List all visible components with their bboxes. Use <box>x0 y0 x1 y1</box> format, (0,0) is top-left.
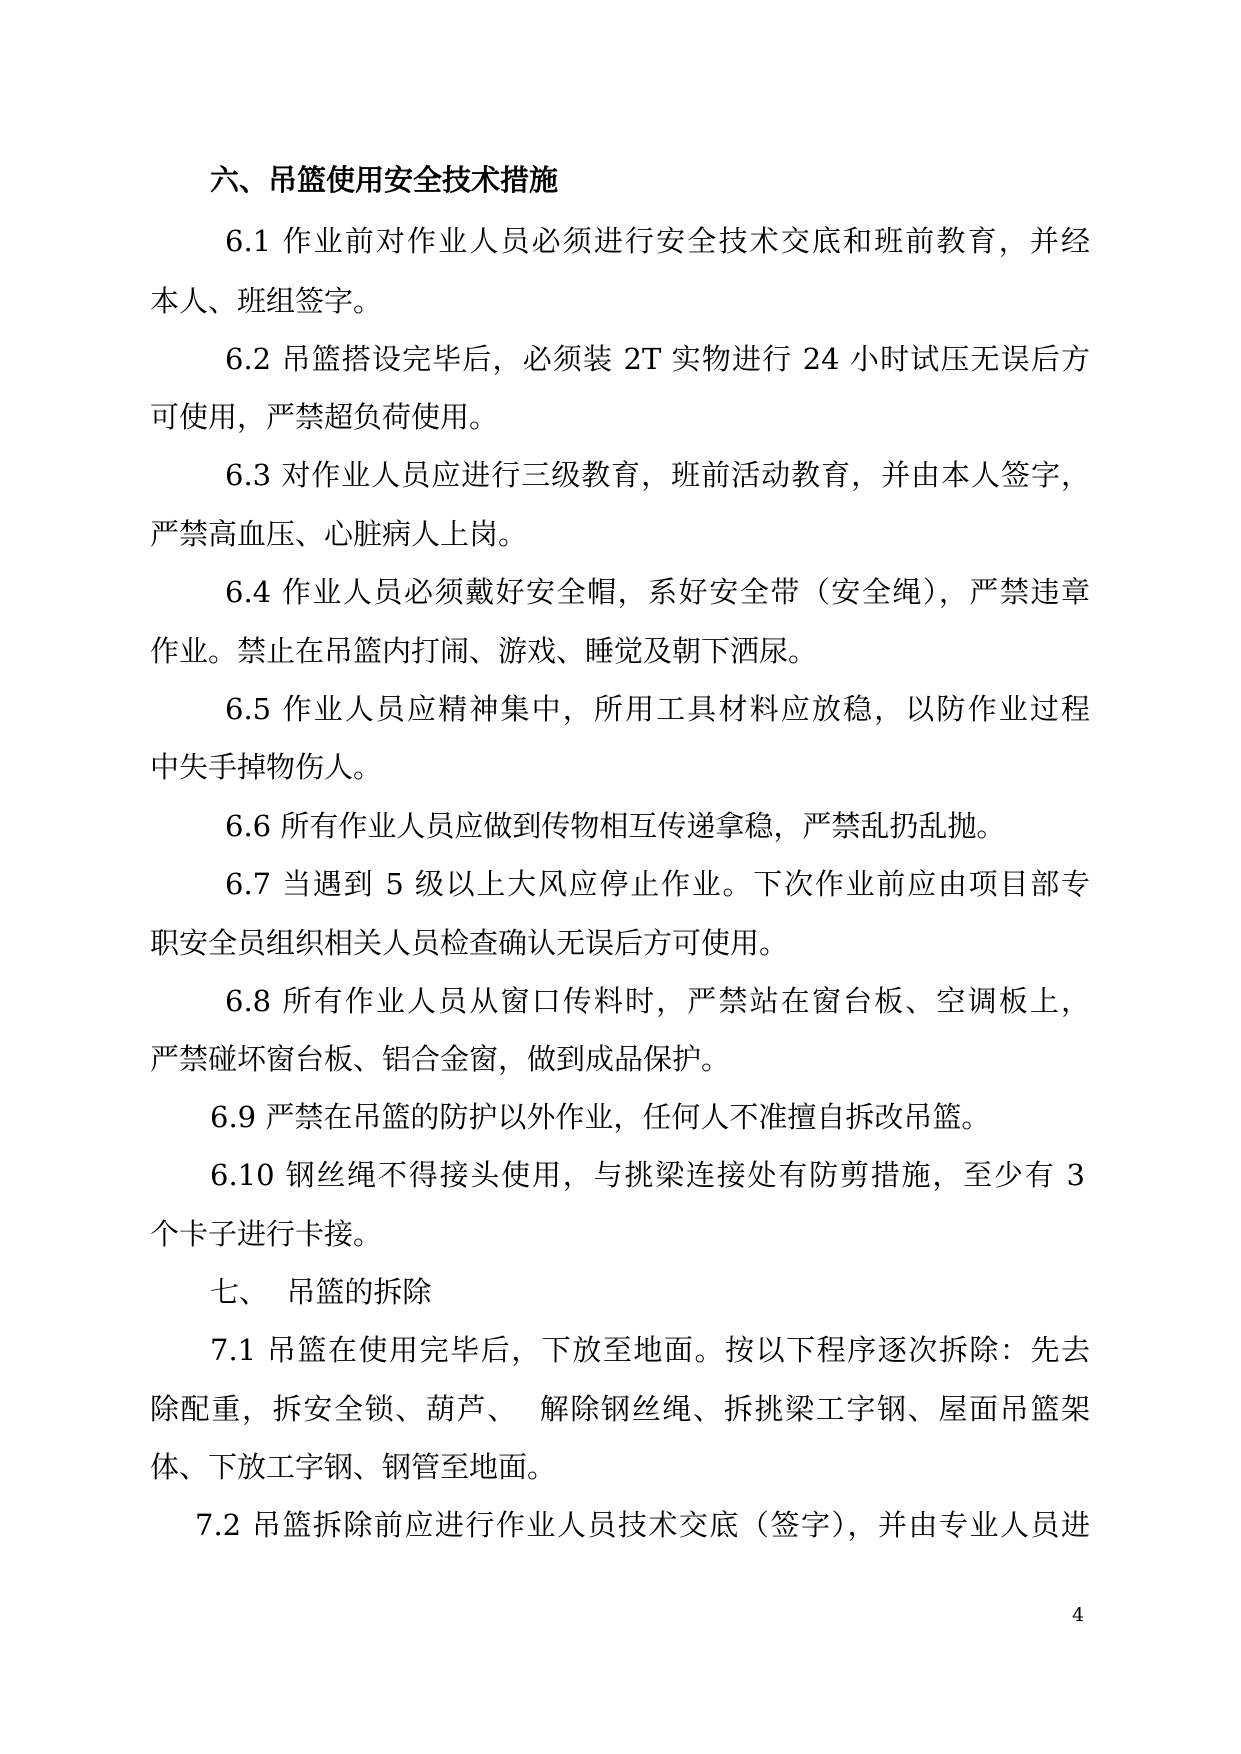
paragraph-6-7-line-2: 职安全员组织相关人员检查确认无误后方可使用。 <box>150 926 789 960</box>
paragraph-6-6: 6.6 所有作业人员应做到传物相互传递拿稳，严禁乱扔乱抛。 <box>225 809 1006 843</box>
paragraph-6-1-line-1: 6.1 作业前对作业人员必须进行安全技术交底和班前教育，并经 <box>225 224 1090 258</box>
paragraph-7-1-line-2: 除配重，拆安全锁、葫芦、 解除钢丝绳、拆挑梁工字钢、屋面吊篮架 <box>150 1392 1090 1426</box>
paragraph-7-1-line-3: 体、下放工字钢、钢管至地面。 <box>150 1450 557 1484</box>
paragraph-6-4-line-1: 6.4 作业人员必须戴好安全帽，系好安全带（安全绳），严禁违章 <box>225 575 1090 609</box>
paragraph-6-2-line-1: 6.2 吊篮搭设完毕后，必须装 2T 实物进行 24 小时试压无误后方 <box>225 342 1090 376</box>
paragraph-6-7-line-1: 6.7 当遇到 5 级以上大风应停止作业。下次作业前应由项目部专 <box>225 867 1090 901</box>
paragraph-6-10-line-1: 6.10 钢丝绳不得接头使用，与挑梁连接处有防剪措施，至少有 3 <box>210 1158 1085 1192</box>
paragraph-6-9: 6.9 严禁在吊篮的防护以外作业，任何人不准擅自拆改吊篮。 <box>210 1100 991 1134</box>
page-number: 4 <box>1072 1604 1085 1626</box>
paragraph-6-10-line-2: 个卡子进行卡接。 <box>150 1217 383 1251</box>
paragraph-7-1-line-1: 7.1 吊篮在使用完毕后，下放至地面。按以下程序逐次拆除：先去 <box>210 1333 1090 1367</box>
paragraph-7-2-line-1: 7.2 吊篮拆除前应进行作业人员技术交底（签字），并由专业人员进 <box>195 1508 1090 1542</box>
paragraph-6-4-line-2: 作业。禁止在吊篮内打闹、游戏、睡觉及朝下洒尿。 <box>150 634 818 668</box>
paragraph-6-2-line-2: 可使用，严禁超负荷使用。 <box>150 400 499 434</box>
paragraph-6-3-line-2: 严禁高血压、心脏病人上岗。 <box>150 517 528 551</box>
section-6-heading: 六、吊篮使用安全技术措施 <box>210 163 559 197</box>
paragraph-6-1-line-2: 本人、班组签字。 <box>150 284 383 318</box>
paragraph-6-8-line-2: 严禁碰坏窗台板、铝合金窗，做到成品保护。 <box>150 1042 731 1076</box>
paragraph-6-8-line-1: 6.8 所有作业人员从窗口传料时，严禁站在窗台板、空调板上， <box>225 984 1090 1018</box>
paragraph-6-5-line-2: 中失手掉物伤人。 <box>150 750 383 784</box>
section-7-heading: 七、 吊篮的拆除 <box>210 1275 432 1309</box>
paragraph-6-3-line-1: 6.3 对作业人员应进行三级教育，班前活动教育，并由本人签字， <box>225 458 1090 492</box>
paragraph-6-5-line-1: 6.5 作业人员应精神集中，所用工具材料应放稳，以防作业过程 <box>225 692 1090 726</box>
